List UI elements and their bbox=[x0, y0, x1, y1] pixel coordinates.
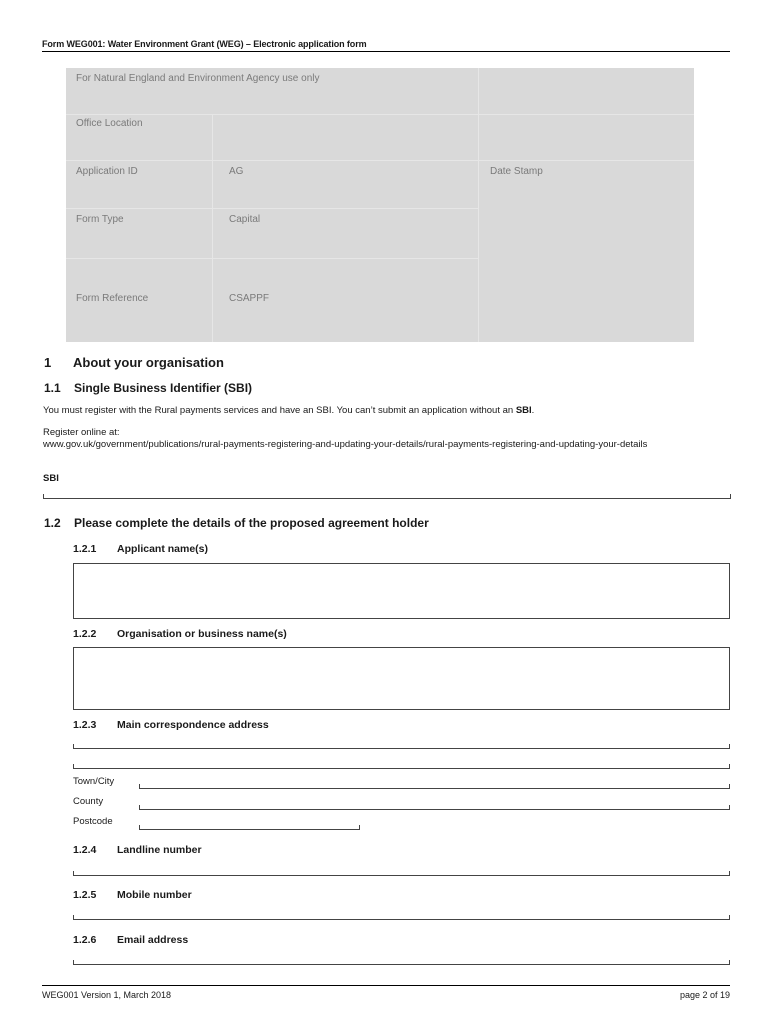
subsection-title: Landline number bbox=[117, 844, 202, 856]
section-number: 1.2 bbox=[44, 516, 61, 530]
header-divider bbox=[42, 51, 730, 52]
subsection-number: 1.2.1 bbox=[73, 543, 97, 555]
applicant-name-input[interactable] bbox=[73, 563, 730, 619]
agreement-holder-heading bbox=[44, 516, 429, 530]
form-reference-value: CSAPPF bbox=[229, 293, 270, 304]
date-stamp-label: Date Stamp bbox=[490, 166, 543, 177]
mobile-input[interactable] bbox=[73, 915, 730, 920]
email-heading bbox=[73, 934, 188, 946]
footer-version: WEG001 Version 1, March 2018 bbox=[42, 990, 172, 1000]
postcode-label: Postcode bbox=[73, 816, 113, 827]
panel-divider bbox=[212, 114, 213, 342]
register-url[interactable]: www.gov.uk/government/publications/rural-payments-registering-and-updating-your-details/rural-payments-registering-and-updating-your-details bbox=[43, 439, 648, 450]
section-title: Please complete the details of the proposed agreement holder bbox=[74, 516, 429, 530]
subsection-number: 1.2.2 bbox=[73, 628, 97, 640]
subsection-number: 1.2.5 bbox=[73, 889, 97, 901]
address-heading bbox=[73, 719, 269, 731]
section-1-heading bbox=[44, 355, 224, 370]
county-input[interactable] bbox=[139, 805, 730, 810]
postcode-input[interactable] bbox=[139, 825, 360, 830]
panel-divider bbox=[66, 114, 694, 115]
county-label: County bbox=[73, 796, 104, 807]
panel-divider bbox=[66, 160, 694, 161]
town-label: Town/City bbox=[73, 776, 115, 787]
application-id-value: AG bbox=[229, 166, 244, 177]
sbi-field-label: SBI bbox=[43, 473, 59, 484]
sbi-intro bbox=[43, 405, 733, 417]
subsection-title: Mobile number bbox=[117, 889, 192, 901]
sbi-intro-text: You must register with the Rural payments services and have an SBI. You can’t submit an application without an bbox=[43, 405, 516, 416]
section-title: Single Business Identifier (SBI) bbox=[74, 381, 253, 395]
subsection-number: 1.2.6 bbox=[73, 934, 97, 946]
form-header-title: Form WEG001: Water Environment Grant (WEG) – Electronic application form bbox=[42, 39, 367, 49]
landline-heading bbox=[73, 844, 202, 856]
panel-divider bbox=[478, 68, 479, 342]
subsection-title: Organisation or business name(s) bbox=[117, 628, 287, 640]
subsection-title: Email address bbox=[117, 934, 189, 946]
email-input[interactable] bbox=[73, 960, 730, 965]
subsection-number: 1.2.4 bbox=[73, 844, 97, 856]
application-id-label: Application ID bbox=[76, 166, 138, 177]
section-title: About your organisation bbox=[73, 355, 224, 370]
subsection-number: 1.2.3 bbox=[73, 719, 97, 731]
organisation-name-input[interactable] bbox=[73, 647, 730, 710]
mobile-heading bbox=[73, 889, 192, 901]
sbi-heading bbox=[44, 381, 252, 395]
address-line-1-input[interactable] bbox=[73, 744, 730, 749]
applicant-name-heading bbox=[73, 543, 208, 555]
office-use-panel bbox=[66, 68, 694, 342]
sbi-input[interactable] bbox=[43, 494, 731, 499]
section-number: 1 bbox=[44, 355, 52, 370]
panel-divider bbox=[66, 208, 478, 209]
address-line-2-input[interactable] bbox=[73, 764, 730, 769]
form-type-label: Form Type bbox=[76, 214, 124, 225]
organisation-name-heading bbox=[73, 628, 287, 640]
subsection-title: Main correspondence address bbox=[117, 719, 269, 731]
landline-input[interactable] bbox=[73, 871, 730, 876]
register-label: Register online at: bbox=[43, 427, 120, 438]
office-use-heading: For Natural England and Environment Agency use only bbox=[76, 73, 320, 84]
sbi-intro-end: . bbox=[531, 405, 535, 416]
form-type-value: Capital bbox=[229, 214, 261, 225]
town-input[interactable] bbox=[139, 784, 730, 789]
section-number: 1.1 bbox=[44, 381, 61, 395]
office-location-label: Office Location bbox=[76, 118, 143, 129]
footer-page-number: page 2 of 19 bbox=[679, 990, 730, 1000]
footer-divider bbox=[42, 985, 730, 986]
form-reference-label: Form Reference bbox=[76, 293, 149, 304]
subsection-title: Applicant name(s) bbox=[117, 543, 209, 555]
panel-divider bbox=[66, 258, 478, 259]
sbi-intro-bold: SBI bbox=[515, 405, 532, 416]
